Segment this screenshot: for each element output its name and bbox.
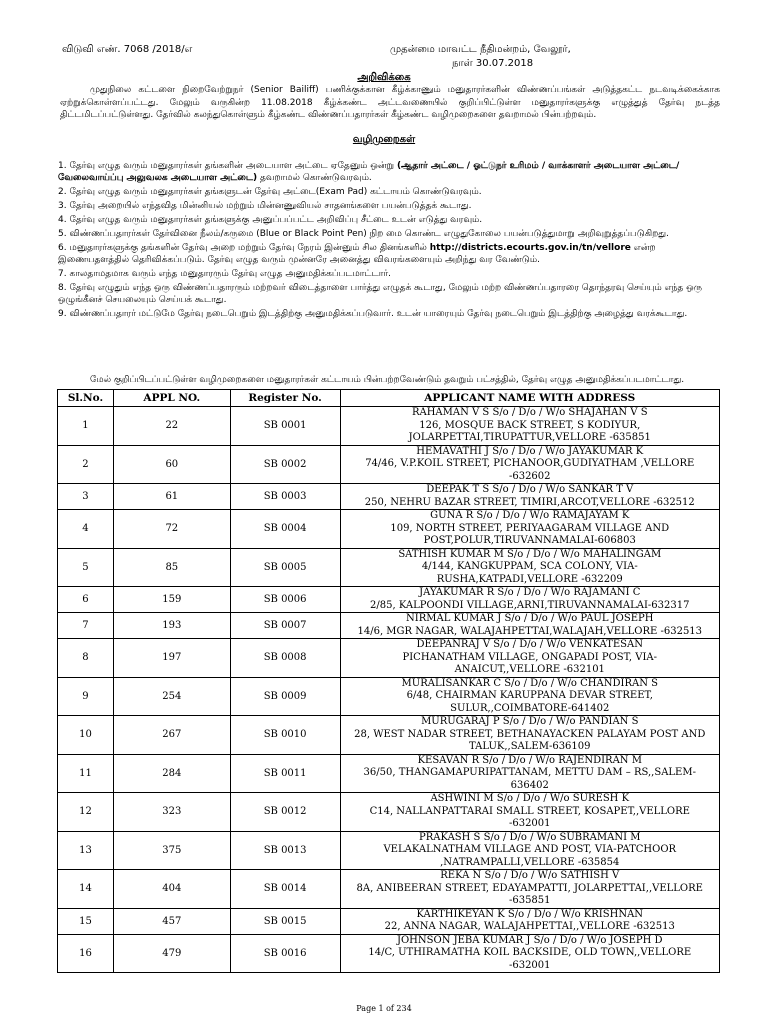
applicant-address-line: 36/50, THANGAMAPURIPATTANAM, METTU DAM – RS,,SALEM-	[363, 767, 696, 778]
applicant-name: KESAVAN R S/o / D/o / W/o RAJENDIRAN M	[417, 754, 642, 766]
cell-sl-no: 16	[58, 934, 114, 973]
notice-body-text: முதுநிலை கட்டளை நிறைவேற்றுநர் (Senior Bailiff) பணிக்குக்கான கீழ்க்காணும் மனுதாரர்களின் விண்ணப்பங்கள் அடுத்தகட்ட நடவடிக்கைக்காக ஏற்றுக்கொள்ளப்பட்டது. மேலும் வருகின்ற 11.08.2018 கீழ்க்கண்ட அட்டவணையில் குறிப்பிட்டுள்ள மனுதாரர்களுக்கு எழுத்துத் தேர்வு நடத்த திட்டமிடப்பட்டுள்ளது. தேர்வில் கலந்துகொள்ளும் கீழ்கண்ட விண்ணப்பதாரர்கள் கீழ்கண்ட வழிமுறைகளை தவறாமல் பின்பற்றவும்.	[60, 85, 720, 120]
table-row	[58, 445, 720, 484]
applicant-address-line: 636402	[510, 779, 549, 791]
cell-sl-no: 4	[58, 510, 114, 549]
table-row	[58, 754, 720, 793]
cell-applicant	[340, 587, 719, 613]
header-register-no: Register No.	[230, 390, 340, 407]
cell-sl-no: 2	[58, 445, 114, 484]
cell-appl-no: 267	[113, 716, 230, 755]
notice-body	[60, 84, 720, 122]
cell-register-no: SB 0001	[230, 407, 340, 446]
guideline-number: 6.	[58, 243, 67, 253]
applicant-table	[57, 389, 720, 973]
cell-sl-no: 5	[58, 548, 114, 587]
header-sl-no: Sl.No.	[58, 390, 114, 407]
cell-appl-no: 72	[113, 510, 230, 549]
cell-register-no: SB 0013	[230, 831, 340, 870]
cell-register-no: SB 0006	[230, 587, 340, 613]
guideline-item	[58, 268, 720, 280]
cell-appl-no: 193	[113, 613, 230, 639]
cell-register-no: SB 0015	[230, 908, 340, 934]
applicant-address-line: JOLARPETTAI,TIRUPATTUR,VELLORE -635851	[408, 432, 651, 443]
cell-appl-no: 85	[113, 548, 230, 587]
cell-applicant	[340, 908, 719, 934]
applicant-name: MURALISANKAR C S/o / D/o / W/o CHANDIRAN S	[401, 677, 658, 689]
cell-applicant	[340, 831, 719, 870]
cell-appl-no: 61	[113, 484, 230, 510]
applicant-name: DEEPANRAJ V S/o / D/o / W/o VENKATESAN	[416, 639, 643, 650]
guideline-text: காலதாமதமாக வரும் எந்த மனுதாரரும் தேர்வு எழுத அனுமதிக்கப்படமாட்டார்.	[69, 269, 392, 279]
applicant-address-line: 14/C, UTHIRAMATHA KOIL BACKSIDE, OLD TOWN,,VELLORE	[368, 947, 692, 958]
applicant-name: SATHISH KUMAR M S/o / D/o / W/o MAHALINGAM	[398, 548, 662, 560]
guideline-number: 3.	[58, 201, 67, 211]
cell-register-no: SB 0002	[230, 445, 340, 484]
applicant-address-line: RUSHA,KATPADI,VELLORE -632209	[436, 573, 623, 585]
guideline-emphasis: (ஆதார் அட்டை / ஓட்டுநர் உரிமம் / வாக்காளர் அடையாள அட்டை/வேலைவாய்ப்பு அலுவலக அடையாள அட்டை)	[58, 161, 680, 183]
applicant-address-line: 14/6, MGR NAGAR, WALAJAHPETTAI,WALAJAH,VELLORE -632513	[357, 625, 703, 637]
court-name: முதன்மை மாவட்ட நீதிமன்றம், வேலூர்,	[390, 44, 571, 55]
cell-applicant	[340, 548, 719, 587]
table-row	[58, 639, 720, 678]
guidelines-title: வழிமுறைகள்	[352, 134, 416, 145]
applicant-address-line: 8A, ANIBEERAN STREET, EDAYAMPATTI, JOLARPETTAI,,VELLORE	[356, 882, 703, 894]
notice-title: அறிவிக்கை	[357, 72, 411, 83]
cell-appl-no: 197	[113, 639, 230, 678]
cell-register-no: SB 0005	[230, 548, 340, 587]
cell-sl-no: 14	[58, 870, 114, 909]
page-number: Page 1 of 234	[356, 1004, 412, 1013]
cell-register-no: SB 0007	[230, 613, 340, 639]
cell-sl-no: 11	[58, 754, 114, 793]
cell-sl-no: 1	[58, 407, 114, 446]
guideline-item	[58, 214, 720, 226]
applicant-address-line: 2/85, KALPOONDI VILLAGE,ARNI,TIRUVANNAMALAI-632317	[370, 599, 690, 611]
court-header	[390, 44, 571, 70]
guideline-item	[58, 160, 720, 184]
applicant-address-line: POST,POLUR,TIRUVANNAMALAI-606803	[423, 535, 636, 546]
table-row	[58, 587, 720, 613]
cell-applicant	[340, 716, 719, 755]
table-row	[58, 793, 720, 832]
cell-register-no: SB 0003	[230, 484, 340, 510]
applicant-address-line: -632001	[508, 959, 551, 971]
applicant-address-line: 4/144, KANGKUPPAM, SCA COLONY, VIA-	[421, 561, 638, 572]
cell-appl-no: 159	[113, 587, 230, 613]
cell-appl-no: 457	[113, 908, 230, 934]
cell-register-no: SB 0011	[230, 754, 340, 793]
guideline-item	[58, 282, 720, 306]
guideline-text-tail: என்ற இணையதளத்தில் தெரிவிக்கப்படும். தேர்வு எழுத வரும் முன்னரே அனைத்து விவரங்களையும் அறிந்து வர வேண்டும்.	[58, 243, 656, 265]
applicant-name: GUNA R S/o / D/o / W/o RAMAJAYAM K	[430, 510, 630, 521]
applicant-address-line: -632602	[508, 470, 551, 482]
guideline-number: 9.	[58, 309, 67, 319]
cell-applicant	[340, 870, 719, 909]
applicant-address-line: -635851	[508, 895, 551, 906]
applicant-name: REKA N S/o / D/o / W/o SATHISH V	[440, 870, 620, 881]
cell-sl-no: 12	[58, 793, 114, 832]
table-row	[58, 548, 720, 587]
guideline-text: விண்ணப்பதாரர்கள் தேர்வினை நீலம்/கருமை (Blue or Black Point Pen) நிற மை கொண்ட எழுதுகோலை பயன்படுத்துமாறு அறிவுறுத்தப்படுகிறது.	[69, 229, 669, 239]
applicant-name: NIRMAL KUMAR J S/o / D/o / W/o PAUL JOSEPH	[406, 613, 654, 624]
applicant-address-line: VELAKALNATHAM VILLAGE AND POST, VIA-PATCHOOR	[383, 844, 677, 855]
notice-date: நாள் 30.07.2018	[452, 58, 534, 69]
table-row	[58, 407, 720, 446]
applicant-address-line: C14, NALLANPATTARAI SMALL STREET, KOSAPET,,VELLORE	[369, 805, 690, 817]
applicant-address-line: 109, NORTH STREET, PERIYAAGARAM VILLAGE AND	[390, 522, 670, 534]
applicant-name: PRAKASH S S/o / D/o / W/o SUBRAMANI M	[419, 831, 641, 843]
applicant-name: MURUGARAJ P S/o / D/o / W/o PANDIAN S	[421, 716, 639, 727]
cell-applicant	[340, 754, 719, 793]
applicant-address-line: TALUK,,SALEM-636109	[469, 741, 591, 752]
cell-applicant	[340, 793, 719, 832]
applicant-name: KARTHIKEYAN K S/o / D/o / W/o KRISHNAN	[416, 908, 644, 920]
guideline-number: 4.	[58, 215, 67, 225]
cell-sl-no: 3	[58, 484, 114, 510]
table-row	[58, 908, 720, 934]
cell-appl-no: 284	[113, 754, 230, 793]
applicant-address-line: PICHANATHAM VILLAGE, ONGAPADI POST, VIA-	[402, 651, 657, 663]
applicant-address-line: 74/46, V.P.KOIL STREET, PICHANOOR,GUDIYATHAM ,VELLORE	[365, 458, 695, 469]
applicant-name: JOHNSON JEBA KUMAR J S/o / D/o / W/o JOSEPH D	[396, 934, 663, 946]
cell-applicant	[340, 639, 719, 678]
cell-register-no: SB 0009	[230, 677, 340, 716]
cell-applicant	[340, 445, 719, 484]
applicant-address-line: 250, NEHRU BAZAR STREET, TIMIRI,ARCOT,VELLORE -632512	[364, 496, 695, 508]
table-row	[58, 870, 720, 909]
applicant-address-line: SULUR,,COIMBATORE-641402	[450, 702, 610, 714]
cell-sl-no: 10	[58, 716, 114, 755]
applicant-address-line: ,NATRAMPALLI,VELLORE -635854	[440, 856, 620, 868]
cell-sl-no: 8	[58, 639, 114, 678]
applicant-name: ASHWINI M S/o / D/o / W/o SURESH K	[430, 793, 630, 804]
applicant-name: DEEPAK T S S/o / D/o / W/o SANKAR T V	[426, 484, 634, 495]
guideline-item	[58, 200, 720, 212]
guidelines-list	[58, 160, 720, 322]
guideline-item	[58, 308, 720, 320]
ecourts-link[interactable]: http://districts.ecourts.gov.in/tn/vellore	[429, 243, 631, 253]
cell-register-no: SB 0014	[230, 870, 340, 909]
guideline-number: 8.	[58, 283, 67, 293]
applicant-address-line: 126, MOSQUE BACK STREET, S KODIYUR,	[419, 419, 641, 431]
applicant-name: JAYAKUMAR R S/o / D/o / W/o RAJAMANI C	[419, 587, 641, 598]
table-row	[58, 934, 720, 973]
applicant-address-line: 6/48, CHAIRMAN KARUPPANA DEVAR STREET,	[406, 690, 653, 701]
cell-register-no: SB 0012	[230, 793, 340, 832]
guideline-text: தேர்வு எழுத வரும் மனுதாரர்கள் தங்களுடன் தேர்வு அட்டை(Exam Pad) கட்டாயம் கொண்டுவரவும்.	[69, 187, 482, 197]
applicant-address-line: 22, ANNA NAGAR, WALAJAHPETTAI,,VELLORE -632513	[384, 921, 675, 932]
cell-applicant	[340, 613, 719, 639]
guideline-text-tail: தவறாமல் கொண்டுவரவும்.	[257, 173, 372, 183]
guideline-text: விண்ணப்பதாரர் மட்டுமே தேர்வு நடைபெறும் இடத்திற்கு அனுமதிக்கப்படுவார். உடன் யாரையும் தேர்வு நடைபெறும் இடத்திற்கு அழைத்து வரக்கூடாது.	[69, 309, 688, 319]
cell-applicant	[340, 934, 719, 973]
cell-sl-no: 15	[58, 908, 114, 934]
cell-sl-no: 13	[58, 831, 114, 870]
guideline-text: தேர்வு எழுதும் எந்த ஒரு விண்ணப்பதாரரும் மற்றவர் விடைத்தாளை பார்த்து எழுதக் கூடாது, மேலும் மற்ற விண்ணப்பதாரரை தொந்தரவு செய்யும் எந்த ஒரு ஒழுங்கீனச் செயலையும் செய்யக் கூடாது.	[58, 283, 702, 305]
applicant-name: HEMAVATHI J S/o / D/o / W/o JAYAKUMAR K	[416, 445, 644, 457]
closing-text: மேல் குறிப்பிடப்பட்டுள்ள வழிமுறைகளை மனுதாரர்கள் கட்டாயம் பின்பற்றவேண்டும் தவறும் பட்சத்தில், தேர்வு எழுத அனுமதிக்கப்படமாட்டாது.	[90, 375, 685, 385]
header-applicant: APPLICANT NAME WITH ADDRESS	[340, 390, 719, 407]
reference-number: விடுவி எண். 7068 /2018/எ	[62, 44, 193, 55]
table-row	[58, 716, 720, 755]
guidelines-closing	[60, 374, 720, 387]
table-header-row	[58, 390, 720, 407]
header-appl-no: APPL NO.	[113, 390, 230, 407]
cell-sl-no: 9	[58, 677, 114, 716]
guideline-item	[58, 186, 720, 198]
table-row	[58, 510, 720, 549]
guideline-text: மனுதாரர்களுக்கு தங்களின் தேர்வு அறை மற்றும் தேர்வு நேரம் இன்னும் சில தினங்களில்	[69, 243, 430, 253]
guideline-text: தேர்வு எழுத வரும் மனுதாரர்கள் தங்களின் அடையாள அட்டை ஏதேனும் ஒன்று	[69, 161, 397, 171]
guideline-number: 7.	[58, 269, 67, 279]
cell-appl-no: 22	[113, 407, 230, 446]
cell-sl-no: 6	[58, 587, 114, 613]
cell-sl-no: 7	[58, 613, 114, 639]
table-row	[58, 831, 720, 870]
table-row	[58, 613, 720, 639]
cell-applicant	[340, 677, 719, 716]
cell-register-no: SB 0004	[230, 510, 340, 549]
cell-appl-no: 404	[113, 870, 230, 909]
guideline-number: 1.	[58, 161, 67, 171]
guideline-item	[58, 242, 720, 266]
table-row	[58, 484, 720, 510]
cell-register-no: SB 0008	[230, 639, 340, 678]
cell-applicant	[340, 510, 719, 549]
guideline-text: தேர்வு அறையில் எந்தவித மின்னியல் மற்றும் மின்னணுவியல் சாதனங்களை பயன்படுத்தக் கூடாது.	[69, 201, 472, 211]
cell-register-no: SB 0016	[230, 934, 340, 973]
cell-appl-no: 254	[113, 677, 230, 716]
cell-appl-no: 323	[113, 793, 230, 832]
applicant-address-line: ANAICUT,,VELLORE -632101	[454, 664, 605, 675]
cell-appl-no: 479	[113, 934, 230, 973]
cell-appl-no: 60	[113, 445, 230, 484]
cell-register-no: SB 0010	[230, 716, 340, 755]
applicant-address-line: 28, WEST NADAR STREET, BETHANAYACKEN PALAYAM POST AND	[354, 728, 706, 740]
applicant-address-line: -632001	[508, 818, 551, 829]
cell-applicant	[340, 484, 719, 510]
cell-appl-no: 375	[113, 831, 230, 870]
guideline-item	[58, 228, 720, 240]
table-row	[58, 677, 720, 716]
guideline-text: தேர்வு எழுத வரும் மனுதாரர்கள் தங்களுக்கு அனுப்பப்பட்ட அறிவிப்பு சீட்டை உடன் எடுத்து வரவும்.	[69, 215, 483, 225]
cell-applicant	[340, 407, 719, 446]
applicant-name: RAHAMAN V S S/o / D/o / W/o SHAJAHAN V S	[411, 407, 648, 418]
guideline-number: 5.	[58, 229, 67, 239]
guideline-number: 2.	[58, 187, 67, 197]
